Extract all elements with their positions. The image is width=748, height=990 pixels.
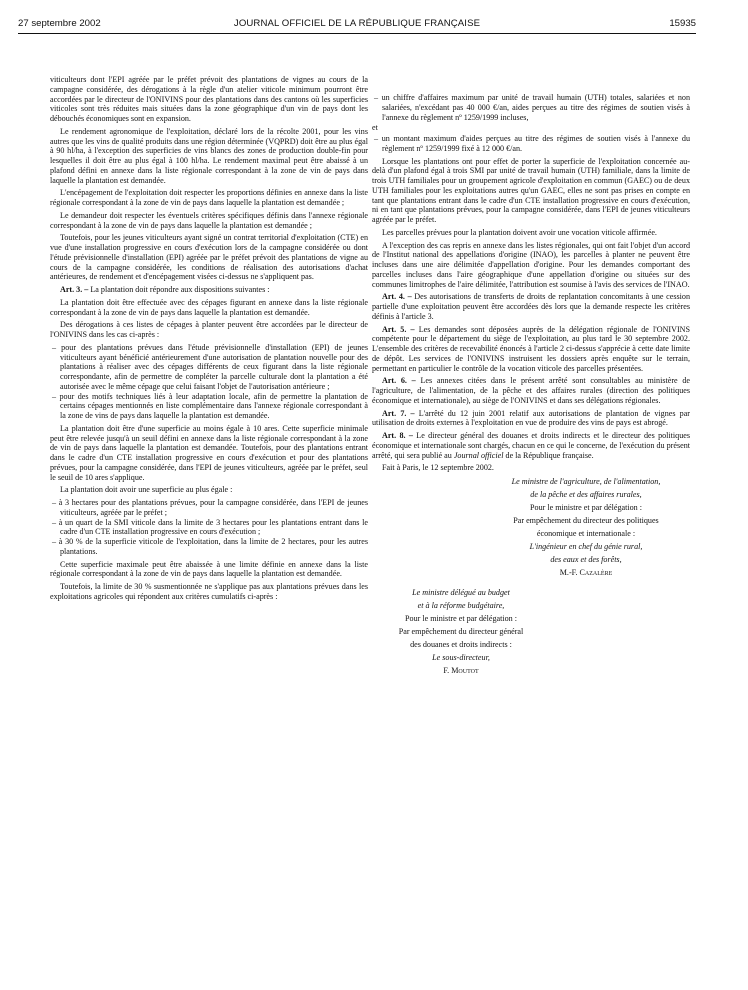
article-text: Des autorisations de transferts de droits de replantation concomitants à une cession partielle d'une exploitation peuvent être accordées dès lors que la demande respecte les critères définis à l'article 3.	[372, 292, 690, 321]
paragraph: Toutefois, pour les jeunes viticulteurs ayant signé un contrat territorial d'exploitation (CTE) en vue d'une installation progressive en cours d'exécution lors de la campagne considérée ou dont l'étude prévisionnelle d'installation (EPI) agréée par le préfet prévoit des plantations de vigne au cours de la campagne considérée, les conditions de réalisation des autorisations d'achat antérieures, de rendement et d'encépagement visées ci-dessus ne s'appliquent pas.	[50, 233, 368, 282]
paragraph: Lorsque les plantations ont pour effet de porter la superficie de l'exploitation concernée au-delà d'un plafond égal à trois SMI par unité de travail humain (UTH) familiale, dans la limite de trois UTH familiales pour un groupement agricole d'exploitation en commun (GAEC) ou de deux UTH familiales pour les exploitations autres qu'un GAEC, elles ne sont pas prises en compte en tant que plantations entrant dans le cadre d'un CTE installation progressive en cours d'exécution, ni en tant que plantations prévues, pour la campagne considérée, dans l'EPI de jeunes viticulteurs agréée par le préfet.	[372, 156, 690, 224]
signature-line: des douanes et droits indirects :	[410, 640, 512, 649]
journal-officiel-ref: Journal officiel	[453, 450, 504, 460]
paragraph: Le rendement agronomique de l'exploitation, déclaré lors de la récolte 2001, pour les vins autres que les vins de qualité produits dans une région déterminée (VQPRD) doit être au plus égal à 90 hl/ha, à l'exception des superficies de vins blancs des zones de production double-fin pour lesquelles il doit être au plus égal à 100 hl/ha. Le rendement maximal peut être abaissé à un plafond défini en annexe dans la liste régionale correspondant à la zone de vin de pays dans laquelle la plantation est demandée.	[50, 126, 368, 185]
paragraph: Le demandeur doit respecter les éventuels critères spécifiques définis dans l'annexe régionale correspondant à la zone de vin de pays dans laquelle la plantation est demandée ;	[50, 210, 368, 230]
paragraph: Cette superficie maximale peut être abaissée à une limite définie en annexe dans la liste régionale correspondant à la zone de vin de pays dans laquelle la plantation est demandée.	[50, 559, 368, 579]
article-3	[50, 285, 368, 295]
paragraph: Les parcelles prévues pour la plantation doivent avoir une vocation viticole affirmée.	[382, 227, 657, 237]
signature-line: L'ingénieur en chef du génie rural,	[529, 542, 643, 551]
derogation-list	[50, 343, 368, 421]
paragraph: La plantation doit être effectuée avec des cépages figurant en annexe dans la liste régionale correspondant à la zone de vin de pays dans laquelle la plantation est demandée.	[50, 297, 368, 317]
header-date: 27 septembre 2002	[18, 18, 101, 29]
list-item: – à 30 % de la superficie viticole de l'exploitation, dans la limite de 2 hectares, pour les autres plantations.	[52, 537, 368, 556]
signature-line: Le ministre délégué au budget	[412, 588, 510, 597]
journal-title: JOURNAL OFFICIEL DE LA RÉPUBLIQUE FRANÇAISE	[233, 18, 481, 29]
list-item: – un chiffre d'affaires maximum par unité de travail humain (UTH) totales, salariées et non salariées, n'excédant pas 40 000 €/an, aides perçues au titre des régimes de soutien visés à l'annexe du règlement nº 1259/1999 incluses,	[374, 93, 690, 122]
header-rule	[18, 33, 696, 34]
signature-line: économique et internationale :	[536, 529, 636, 538]
article-label: Art. 5. –	[382, 324, 415, 334]
paragraph: La plantation doit être d'une superficie au moins égale à 10 ares. Cette superficie minimale peut être relevée jusqu'à un seuil défini en annexe dans la liste régionale correspondant à la zone de vin de pays dans laquelle la plantation est demandée. Toutefois, pour des plantations entrant dans le cadre d'un CTE installation progressive en cours d'exécution et pour des plantations prévues, pour la campagne considérée, dans l'EPI de jeunes viticulteurs, agréée par le préfet, seul le seuil de 10 ares s'applique.	[50, 423, 368, 482]
right-column	[372, 93, 690, 679]
signature-line: Pour le ministre et par délégation :	[530, 503, 642, 512]
article-label: Art. 4. –	[382, 292, 412, 302]
paragraph: Des dérogations à ces listes de cépages à planter peuvent être accordées par le directeur de l'ONIVINS dans les cas ci-après :	[50, 320, 368, 339]
list-item: – pour des motifs techniques liés à leur adaptation locale, afin de permettre la plantation de certains cépages mentionnés en liste complémentaire dans l'annexe régionale correspondant à la zone de vins de pays dans laquelle la plantation est demandée.	[52, 391, 368, 420]
page-number: 15935	[669, 18, 696, 29]
signature-line: des eaux et des forêts,	[550, 555, 622, 564]
paragraph: viticulteurs dont l'EPI agréée par le préfet prévoit des plantations de vignes au cours de la campagne considérée, des dérogations à la règle d'un atelier viticole minimum pourront être accordées par le directeur de l'ONIVINS pour des plantations dans des cantons où les superficies viticoles sont très réduites mais situées dans la zone géographique d'un vin de pays dont les débouchés économiques sont en expansion.	[50, 75, 368, 123]
list-connector: et	[372, 123, 378, 133]
article-text: Le directeur général des douanes et droits indirects et le directeur des politiques économique et internationale sont chargés, chacun en ce qui le concerne, de l'exécution du présent arrêté, qui sera publié au	[372, 431, 691, 460]
signature-line: Par empêchement du directeur général	[398, 627, 524, 636]
article-text-end: de la République française.	[503, 450, 594, 460]
page-header	[18, 14, 696, 34]
signature-line: et à la réforme budgétaire,	[417, 601, 505, 610]
signature-date: Fait à Paris, le 12 septembre 2002.	[382, 463, 494, 473]
list-item: – à un quart de la SMI viticole dans la limite de 3 hectares pour les plantations entrant dans le cadre d'un CTE installation progressive en cours d'exécution ;	[52, 517, 368, 537]
list-item: – un montant maximum d'aides perçues au titre des régimes de soutien visés à l'annexe du règlement nº 1259/1999 fixé à 12 000 €/an.	[374, 134, 690, 153]
article-6	[372, 376, 690, 405]
paragraph: Toutefois, la limite de 30 % susmentionnée ne s'applique pas aux plantations prévues dans les exploitations agricoles qui répondent aux critères cumulatifs ci-après :	[50, 582, 368, 601]
list-item: – à 3 hectares pour des plantations prévues, pour la campagne considérée, dans l'EPI de jeunes viticulteurs, agréée par le préfet ;	[52, 498, 368, 517]
surface-list	[50, 498, 368, 557]
article-text: Les annexes citées dans le présent arrêté sont consultables au ministère de l'agriculture, de l'alimentation, de la pêche et des affaires rurales (direction des politiques économique et internationale), au siège de l'ONIVINS et dans ses délégations régionales.	[372, 376, 690, 405]
left-column	[50, 75, 368, 605]
article-text: L'arrêté du 12 juin 2001 relatif aux autorisations de plantation de vignes par utilisation de droits externes à l'exploitation en vue de produire des vins de pays est abrogé.	[372, 408, 690, 428]
article-label: Art. 6. –	[382, 376, 416, 386]
signature-line: de la pêche et des affaires rurales,	[530, 490, 642, 499]
signature-line: Le ministre de l'agriculture, de l'alimentation,	[511, 477, 661, 486]
paragraph: La plantation doit avoir une superficie au plus égale :	[60, 485, 233, 495]
article-text: La plantation doit répondre aux dispositions suivantes :	[88, 285, 270, 294]
article-label: Art. 8. –	[382, 431, 413, 440]
signatory-name: F. Moutot	[443, 666, 479, 675]
paragraph: A l'exception des cas repris en annexe dans les listes régionales, qui ont fait l'objet d'un accord de l'Institut national des appellations d'origine (INAO), les parcelles à planter ne peuvent être incluses dans une aire délimitée d'appellation d'origine. Pour les demandes comportant des parcelles incluses dans l'aire géographique d'une appellation d'origine ou situées sur des communes limitrophes de l'aire délimitée, l'attribution est soumise à l'avis des services de l'INAO.	[372, 240, 690, 289]
signature-block-budget	[372, 588, 540, 676]
list-item: – pour des plantations prévues dans l'étude prévisionnelle d'installation (EPI) de jeunes viticulteurs ayant bénéficié antérieurement d'une autorisation de plantation nouvelle pour des plantations à réaliser avec des cépages différents de ceux figurant dans la liste régionale correspondante, afin de permettre de compléter la parcelle culturale dont la plantation a été autorisée avec le même cépage que celui faisant l'objet de l'autorisation antérieure ;	[52, 342, 368, 391]
paragraph: L'encépagement de l'exploitation doit respecter les proportions définies en annexe dans la liste régionale correspondant à la zone de vin de pays dans laquelle la plantation est demandée ;	[50, 188, 368, 207]
article-text: Les demandes sont déposées auprès de la délégation régionale de l'ONIVINS compétente pour le département du siège de l'exploitation, au plus tard le 30 septembre 2002. L'ensemble des critères de recevabilité énoncés à l'article 2 ci-dessus s'apprécie à cette date limite de dépôt. Les services de l'ONIVINS instruisent les dossiers après enquête sur le terrain, permettant en particulier le contrôle de la vocation viticole des parcelles présentées.	[372, 324, 691, 373]
article-5	[372, 325, 690, 374]
criteria-list	[372, 93, 690, 154]
article-label: Art. 3. –	[60, 285, 89, 294]
article-7	[372, 409, 690, 429]
signature-block-agriculture	[472, 477, 690, 578]
article-8	[372, 431, 690, 460]
signature-line: Le sous-directeur,	[432, 653, 490, 662]
article-label: Art. 7. –	[382, 408, 415, 418]
article-4	[372, 292, 690, 321]
signatory-name: M.-F. Cazalère	[559, 568, 613, 577]
signature-line: Pour le ministre et par délégation :	[405, 614, 517, 623]
signature-line: Par empêchement du directeur des politiques	[513, 516, 659, 525]
